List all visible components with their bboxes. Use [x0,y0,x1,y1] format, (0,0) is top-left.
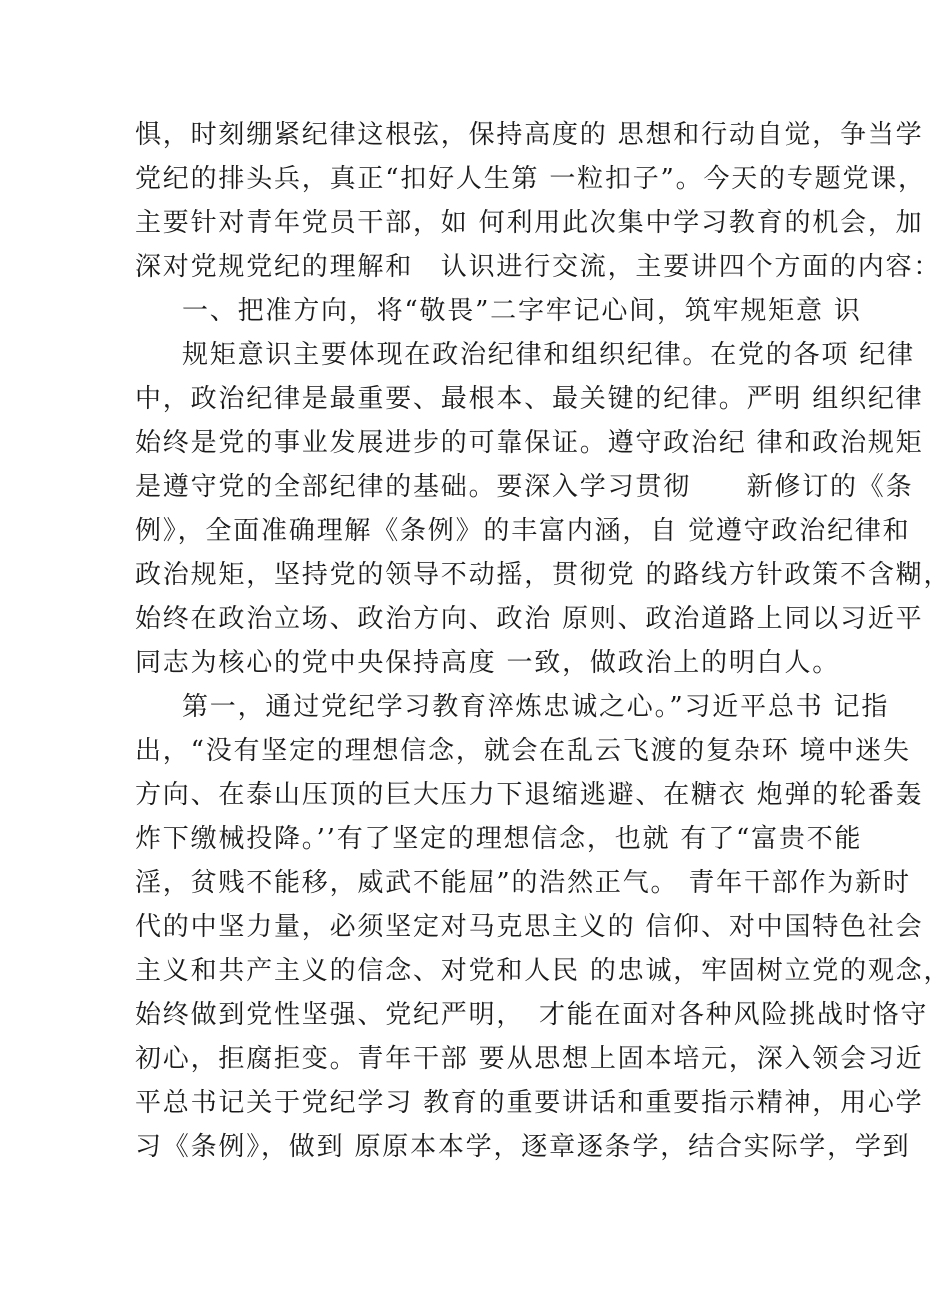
text-line: 淫，贫贱不能移，威武不能屈”的浩然正气。 青年干部作为新时 [135,868,911,898]
text-line: 出，“没有坚定的理想信念，就会在乱云飞渡的复杂环 境中迷失 [135,736,911,766]
text-line: 深对党规党纪的理解和 认识进行交流，主要讲四个方面的内容： [135,252,942,282]
text-line: 同志为核心的党中央保持高度 一致，做政治上的明白人。 [135,648,841,678]
text-line: 方向、在泰山压顶的巨大压力下退缩逃避、在糖衣 炮弹的轮番轰 [135,780,924,810]
text-line: 始终做到党性坚强、党纪严明， 才能在面对各种风险挑战时恪守 [135,1000,929,1030]
text-line: 主义和共产主义的信念、对党和人民 的忠诚，牢固树立党的观念， [135,956,951,986]
text-line: 例》，全面准确理解《条例》的丰富内涵，自 觉遵守政治纪律和 [135,516,911,546]
text-line: 是遵守党的全部纪律的基础。要深入学习贯彻 新修订的《条 [135,472,914,502]
text-line: 惧，时刻绷紧纪律这根弦，保持高度的 思想和行动自觉，争当学 [135,120,924,150]
text-line: 代的中坚力量，必须坚定对马克思主义的 信仰、对中国特色社会 [135,912,924,942]
text-line: 党纪的排头兵，真正“扣好人生第 一粒扣子”。今天的专题党课， [135,164,926,194]
text-line: 炸下缴械投降。’’有了坚定的理想信念，也就 有了“富贵不能 [135,824,863,854]
text-line: 规矩意识主要体现在政治纪律和组织纪律。在党的各项 纪律 [182,340,915,370]
text-line: 初心，拒腐拒变。青年干部 要从思想上固本培元，深入领会习近 [135,1044,924,1074]
text-line: 始终在政治立场、政治方向、政治 原则、政治道路上同以习近平 [135,604,924,634]
text-line: 中，政治纪律是最重要、最根本、最关键的纪律。严明 组织纪律 [135,384,924,414]
text-line: 政治规矩，坚持党的领导不动摇，贯彻党 的路线方针政策不含糊， [135,560,951,590]
section-heading: 一、把准方向，将“敬畏”二字牢记心间，筑牢规矩意 识 [182,296,862,326]
text-line: 始终是党的事业发展进步的可靠保证。遵守政治纪 律和政治规矩 [135,428,924,458]
text-line: 主要针对青年党员干部，如 何利用此次集中学习教育的机会，加 [135,208,924,238]
text-line: 第一，通过党纪学习教育淬炼忠诚之心。”习近平总书 记指 [182,692,890,722]
text-line: 习《条例》，做到 原原本本学，逐章逐条学，结合实际学，学到 [135,1132,911,1162]
text-line: 平总书记关于党纪学习 教育的重要讲话和重要指示精神，用心学 [135,1088,924,1118]
